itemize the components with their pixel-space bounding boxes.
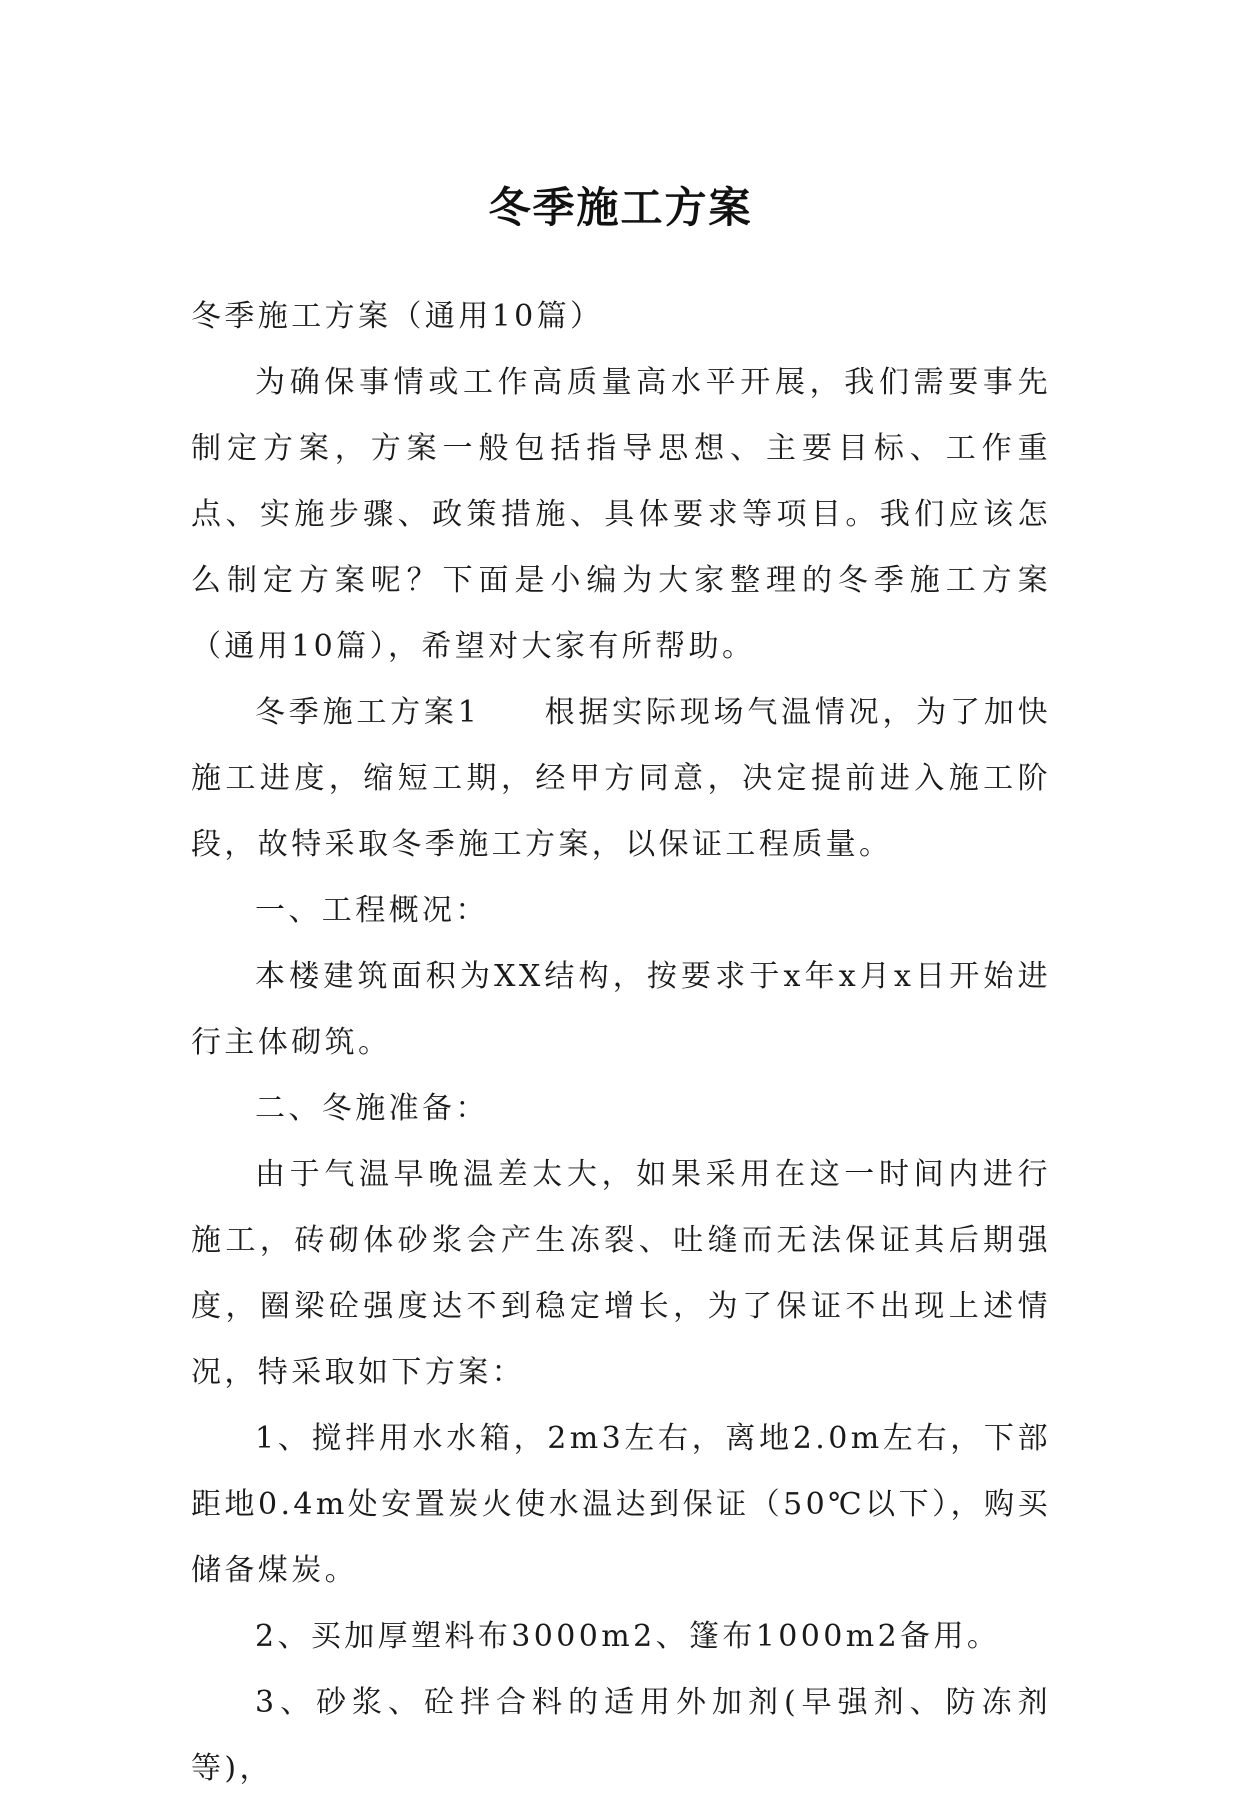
- section1-text: 根据实际现场气温情况，为了加快施工进度，缩短工期，经甲方同意，决定提前进入施工阶段，故特采取冬季施工方案，以保证工程质量。: [191, 695, 1052, 862]
- list-item-3: 3、砂浆、砼拌合料的适用外加剂(早强剂、防冻剂等)，: [191, 1685, 1051, 1786]
- document-body: [191, 284, 1051, 1802]
- section1-heading: 冬季施工方案1: [255, 695, 481, 730]
- intro-paragraph: 为确保事情或工作高质量高水平开展，我们需要事先制定方案，方案一般包括指导思想、主要目标、工作重点、实施步骤、政策措施、具体要求等项目。我们应该怎么制定方案呢？下面是小编为大家整理的冬季施工方案（通用10篇），希望对大家有所帮助。: [191, 365, 1051, 664]
- part2-paragraph: 由于气温早晚温差太大，如果采用在这一时间内进行施工，砖砌体砂浆会产生冻裂、吐缝而无法保证其后期强度，圈梁砼强度达不到稳定增长，为了保证不出现上述情况，特采取如下方案：: [191, 1157, 1051, 1390]
- part1-paragraph: 本楼建筑面积为XX结构，按要求于x年x月x日开始进行主体砌筑。: [191, 959, 1051, 1060]
- part1-heading: 一、工程概况：: [255, 893, 489, 928]
- section1-paragraph: [191, 680, 1051, 878]
- list-item-1: 1、搅拌用水水箱，2m3左右，离地2.0m左右，下部距地0.4m处安置炭火使水温达到保证（50℃以下），购买储备煤炭。: [191, 1421, 1051, 1588]
- document-subtitle: 冬季施工方案（通用10篇）: [191, 299, 604, 334]
- list-item-2: 2、买加厚塑料布3000m2、篷布1000m2备用。: [255, 1619, 1001, 1654]
- document-title: 冬季施工方案: [488, 183, 753, 233]
- part2-heading: 二、冬施准备：: [255, 1091, 489, 1126]
